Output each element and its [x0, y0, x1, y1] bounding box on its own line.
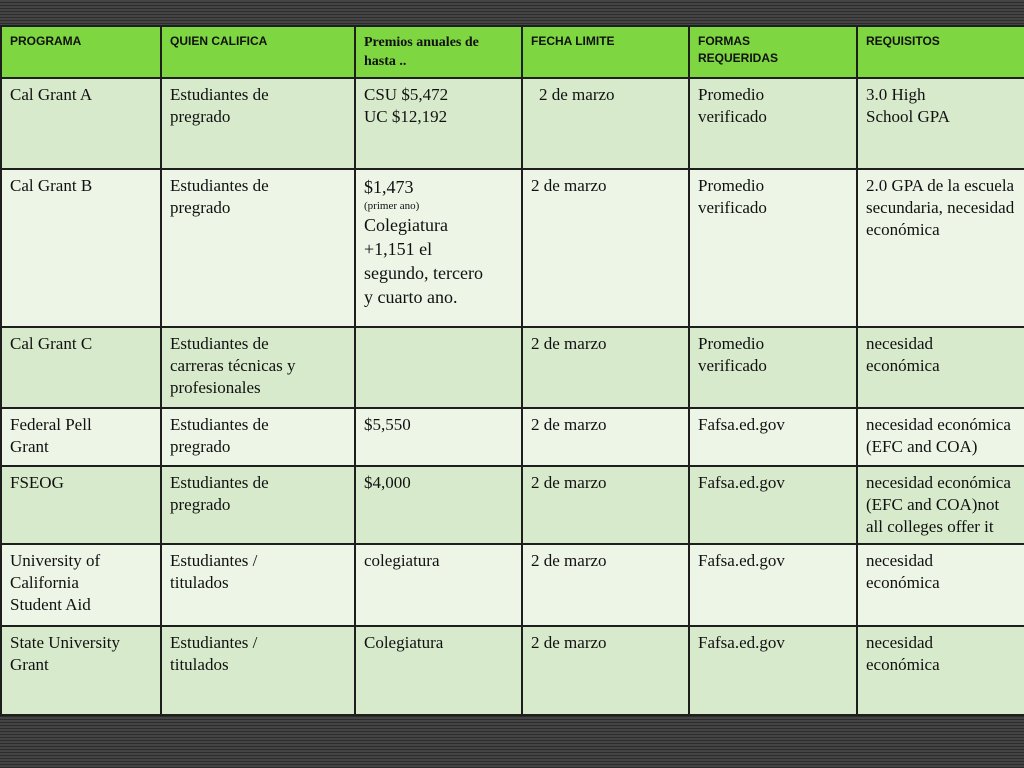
cell-fecha — [522, 169, 689, 327]
formas-text: Fafsa.ed.gov — [698, 551, 785, 570]
cell-requisitos — [857, 408, 1024, 466]
header-premios-line1: Premios anuales de — [364, 35, 479, 50]
cell-fecha — [522, 544, 689, 626]
quien-line: carreras técnicas y — [170, 356, 296, 375]
cell-programa — [1, 408, 161, 466]
programa-line: State University — [10, 633, 121, 652]
cell-quien — [161, 327, 355, 408]
premio-line: y cuarto ano. — [364, 287, 458, 307]
quien-line: Estudiantes de — [170, 176, 269, 195]
requisitos-line: económica — [866, 573, 940, 592]
cell-requisitos — [857, 466, 1024, 544]
cell-formas — [689, 626, 857, 715]
programa-line: University of — [10, 551, 101, 570]
header-quien-califica — [161, 26, 355, 78]
cell-formas — [689, 78, 857, 169]
requisitos-line: necesidad — [866, 334, 934, 353]
table-row — [1, 408, 1024, 466]
cell-premio — [355, 169, 522, 327]
quien-line: pregrado — [170, 495, 231, 514]
programa-text: FSEOG — [10, 473, 64, 492]
premio-line: CSU $5,472 — [364, 85, 449, 104]
cell-requisitos — [857, 327, 1024, 408]
cell-fecha — [522, 408, 689, 466]
cell-formas — [689, 408, 857, 466]
quien-line: Estudiantes / — [170, 551, 258, 570]
cell-quien — [161, 544, 355, 626]
grants-table — [0, 25, 1024, 716]
quien-line: titulados — [170, 655, 229, 674]
fecha-text: 2 de marzo — [531, 415, 607, 434]
fecha-text: 2 de marzo — [531, 176, 607, 195]
programa-text: Cal Grant B — [10, 176, 93, 195]
fecha-text: 2 de marzo — [531, 473, 607, 492]
cell-fecha — [522, 78, 689, 169]
programa-line: Student Aid — [10, 595, 91, 614]
requisitos-line: necesidad económica — [866, 415, 1011, 434]
cell-formas — [689, 466, 857, 544]
fecha-text: 2 de marzo — [531, 633, 607, 652]
fecha-text: 2 de marzo — [539, 85, 615, 104]
premio-main: $1,473 — [364, 177, 414, 197]
table-row — [1, 626, 1024, 715]
quien-line: Estudiantes de — [170, 85, 269, 104]
quien-line: pregrado — [170, 198, 231, 217]
premio-line: UC $12,192 — [364, 107, 448, 126]
table-row — [1, 78, 1024, 169]
quien-line: Estudiantes / — [170, 633, 258, 652]
premio-line: +1,151 el — [364, 239, 433, 259]
cell-fecha — [522, 466, 689, 544]
quien-line: titulados — [170, 573, 229, 592]
header-fecha-limite — [522, 26, 689, 78]
quien-line: pregrado — [170, 107, 231, 126]
formas-text: Fafsa.ed.gov — [698, 415, 785, 434]
header-row — [1, 26, 1024, 78]
programa-text: Cal Grant A — [10, 85, 93, 104]
requisitos-line: 2.0 GPA de la escuela — [866, 176, 1015, 195]
table-row — [1, 466, 1024, 544]
cell-fecha — [522, 626, 689, 715]
premio-line: segundo, tercero — [364, 263, 483, 283]
cell-fecha — [522, 327, 689, 408]
requisitos-line: secundaria, necesidad — [866, 198, 1015, 217]
requisitos-line: (EFC and COA) — [866, 437, 978, 456]
header-programa-label: PROGRAMA — [10, 34, 82, 48]
formas-text: Fafsa.ed.gov — [698, 473, 785, 492]
quien-line: profesionales — [170, 378, 261, 397]
premio-text: $5,550 — [364, 415, 411, 434]
premio-text: $4,000 — [364, 473, 411, 492]
table-row — [1, 169, 1024, 327]
cell-premio — [355, 466, 522, 544]
premio-text: colegiatura — [364, 551, 440, 570]
cell-requisitos — [857, 544, 1024, 626]
cell-requisitos — [857, 78, 1024, 169]
header-premios — [355, 26, 522, 78]
header-formas-line2: REQUERIDAS — [698, 51, 779, 65]
formas-text: Fafsa.ed.gov — [698, 633, 785, 652]
cell-requisitos — [857, 169, 1024, 327]
cell-formas — [689, 544, 857, 626]
formas-line: Promedio — [698, 334, 765, 353]
quien-line: Estudiantes de — [170, 473, 269, 492]
header-quien-label: QUIEN CALIFICA — [170, 34, 268, 48]
cell-programa — [1, 78, 161, 169]
quien-line: pregrado — [170, 437, 231, 456]
formas-line: Promedio — [698, 85, 765, 104]
cell-premio — [355, 408, 522, 466]
cell-premio — [355, 544, 522, 626]
programa-text: Cal Grant C — [10, 334, 93, 353]
cell-quien — [161, 169, 355, 327]
quien-line: Estudiantes de — [170, 334, 269, 353]
quien-line: Estudiantes de — [170, 415, 269, 434]
header-premios-line2: hasta .. — [364, 54, 407, 69]
formas-line: Promedio — [698, 176, 765, 195]
requisitos-line: necesidad económica — [866, 473, 1011, 492]
programa-line: Grant — [10, 437, 49, 456]
cell-formas — [689, 169, 857, 327]
header-formas-line1: FORMAS — [698, 34, 750, 48]
premio-line: Colegiatura — [364, 215, 448, 235]
programa-line: California — [10, 573, 79, 592]
table-row — [1, 327, 1024, 408]
requisitos-line: (EFC and COA)not — [866, 495, 1000, 514]
header-requisitos — [857, 26, 1024, 78]
header-programa — [1, 26, 161, 78]
cell-requisitos — [857, 626, 1024, 715]
formas-line: verificado — [698, 107, 767, 126]
cell-premio — [355, 626, 522, 715]
formas-line: verificado — [698, 356, 767, 375]
requisitos-line: económica — [866, 220, 940, 239]
cell-premio — [355, 327, 522, 408]
requisitos-line: económica — [866, 655, 940, 674]
cell-premio — [355, 78, 522, 169]
cell-quien — [161, 408, 355, 466]
cell-formas — [689, 327, 857, 408]
cell-programa — [1, 327, 161, 408]
formas-line: verificado — [698, 198, 767, 217]
premio-note: (primer ano) — [364, 200, 420, 212]
requisitos-line: 3.0 High — [866, 85, 926, 104]
header-fecha-label: FECHA LIMITE — [531, 34, 615, 48]
fecha-text: 2 de marzo — [531, 334, 607, 353]
cell-programa — [1, 466, 161, 544]
premio-text: Colegiatura — [364, 633, 444, 652]
header-requisitos-label: REQUISITOS — [866, 34, 940, 48]
cell-programa — [1, 169, 161, 327]
header-formas-requeridas — [689, 26, 857, 78]
requisitos-line: all colleges offer it — [866, 517, 994, 536]
programa-line: Federal Pell — [10, 415, 92, 434]
requisitos-line: necesidad — [866, 551, 934, 570]
cell-programa — [1, 626, 161, 715]
programa-line: Grant — [10, 655, 49, 674]
table-row — [1, 544, 1024, 626]
requisitos-line: económica — [866, 356, 940, 375]
cell-quien — [161, 626, 355, 715]
cell-quien — [161, 466, 355, 544]
fecha-text: 2 de marzo — [531, 551, 607, 570]
requisitos-line: necesidad — [866, 633, 934, 652]
requisitos-line: School GPA — [866, 107, 950, 126]
cell-quien — [161, 78, 355, 169]
cell-programa — [1, 544, 161, 626]
